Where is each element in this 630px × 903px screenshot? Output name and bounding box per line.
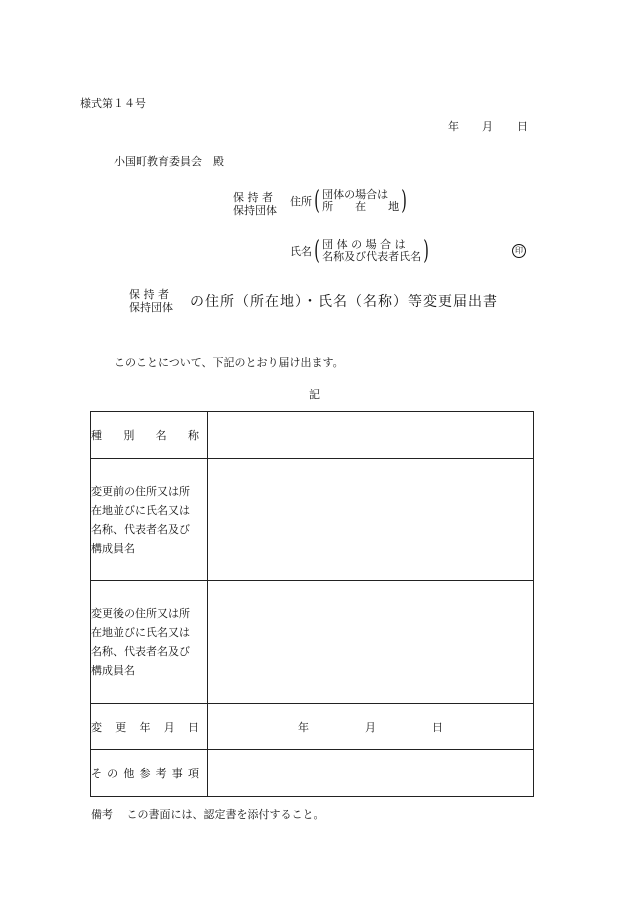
ki-heading: 記: [309, 388, 320, 401]
table-row-type-name: [91, 412, 534, 459]
title-prefix-line2: 保持団体: [129, 301, 173, 314]
holder-label: [233, 191, 277, 217]
change-date-label: 変 更 年 月 日: [91, 704, 208, 750]
before-change-label: 変更前の住所又は所 在地並びに氏名又は 名称、代表者名及び 構成員名: [91, 459, 208, 581]
after-change-value[interactable]: [208, 581, 534, 704]
other-notes-label: そ の 他 参 考 事 項: [91, 750, 208, 797]
addressee: 小国町教育委員会 殿: [114, 155, 224, 168]
form-number: 様式第１４号: [80, 97, 146, 110]
intro-text: このことについて、下記のとおり届け出ます。: [114, 356, 344, 369]
document-title: の住所（所在地）・氏名（名称）等変更届出書: [190, 294, 498, 310]
holder-line2: 保持団体: [233, 204, 277, 217]
type-name-value[interactable]: [208, 412, 534, 459]
change-date-day: 日: [432, 720, 443, 734]
other-notes-value[interactable]: [208, 750, 534, 797]
date-year-label: 年: [448, 120, 459, 133]
name-note-line2: 名称及び代表者氏名: [322, 250, 422, 263]
change-form-table: [90, 411, 534, 797]
close-paren: ): [423, 236, 430, 266]
change-date-month: 月: [365, 720, 376, 734]
table-row-change-date: [91, 704, 534, 750]
name-label: 氏名: [290, 245, 312, 258]
type-name-label: 種 別 名 称: [91, 412, 208, 459]
title-prefix-line1: 保 持 者: [129, 288, 169, 301]
address-note-line1: 団体の場合は: [322, 188, 389, 201]
change-date-value[interactable]: [208, 704, 534, 750]
after-change-label: 変更後の住所又は所 在地並びに氏名又は 名称、代表者名及び 構成員名: [91, 581, 208, 704]
title-prefix: [129, 288, 173, 314]
holder-line1: 保 持 者: [233, 191, 273, 204]
before-change-value[interactable]: [208, 459, 534, 581]
table-row-after-change: [91, 581, 534, 704]
date-day-label: 日: [517, 120, 528, 133]
address-block: [290, 188, 409, 214]
table-row-other-notes: [91, 750, 534, 797]
date-month-label: 月: [482, 120, 493, 133]
table-row-before-change: [91, 459, 534, 581]
address-note-line2: 所 在 地: [322, 200, 400, 213]
close-paren: ): [401, 186, 408, 216]
name-block: [290, 238, 431, 264]
remarks-label: 備考: [91, 808, 113, 821]
remarks-text: この書面には、認定書を添付すること。: [126, 808, 325, 821]
address-label: 住所: [290, 195, 312, 208]
open-paren: (: [314, 186, 320, 216]
seal-mark-icon: 印: [512, 244, 526, 258]
remarks: [91, 806, 325, 822]
change-date-year: 年: [298, 720, 309, 734]
open-paren: (: [314, 236, 320, 266]
name-note-line1: 団 体 の 場 合 は: [322, 238, 406, 251]
